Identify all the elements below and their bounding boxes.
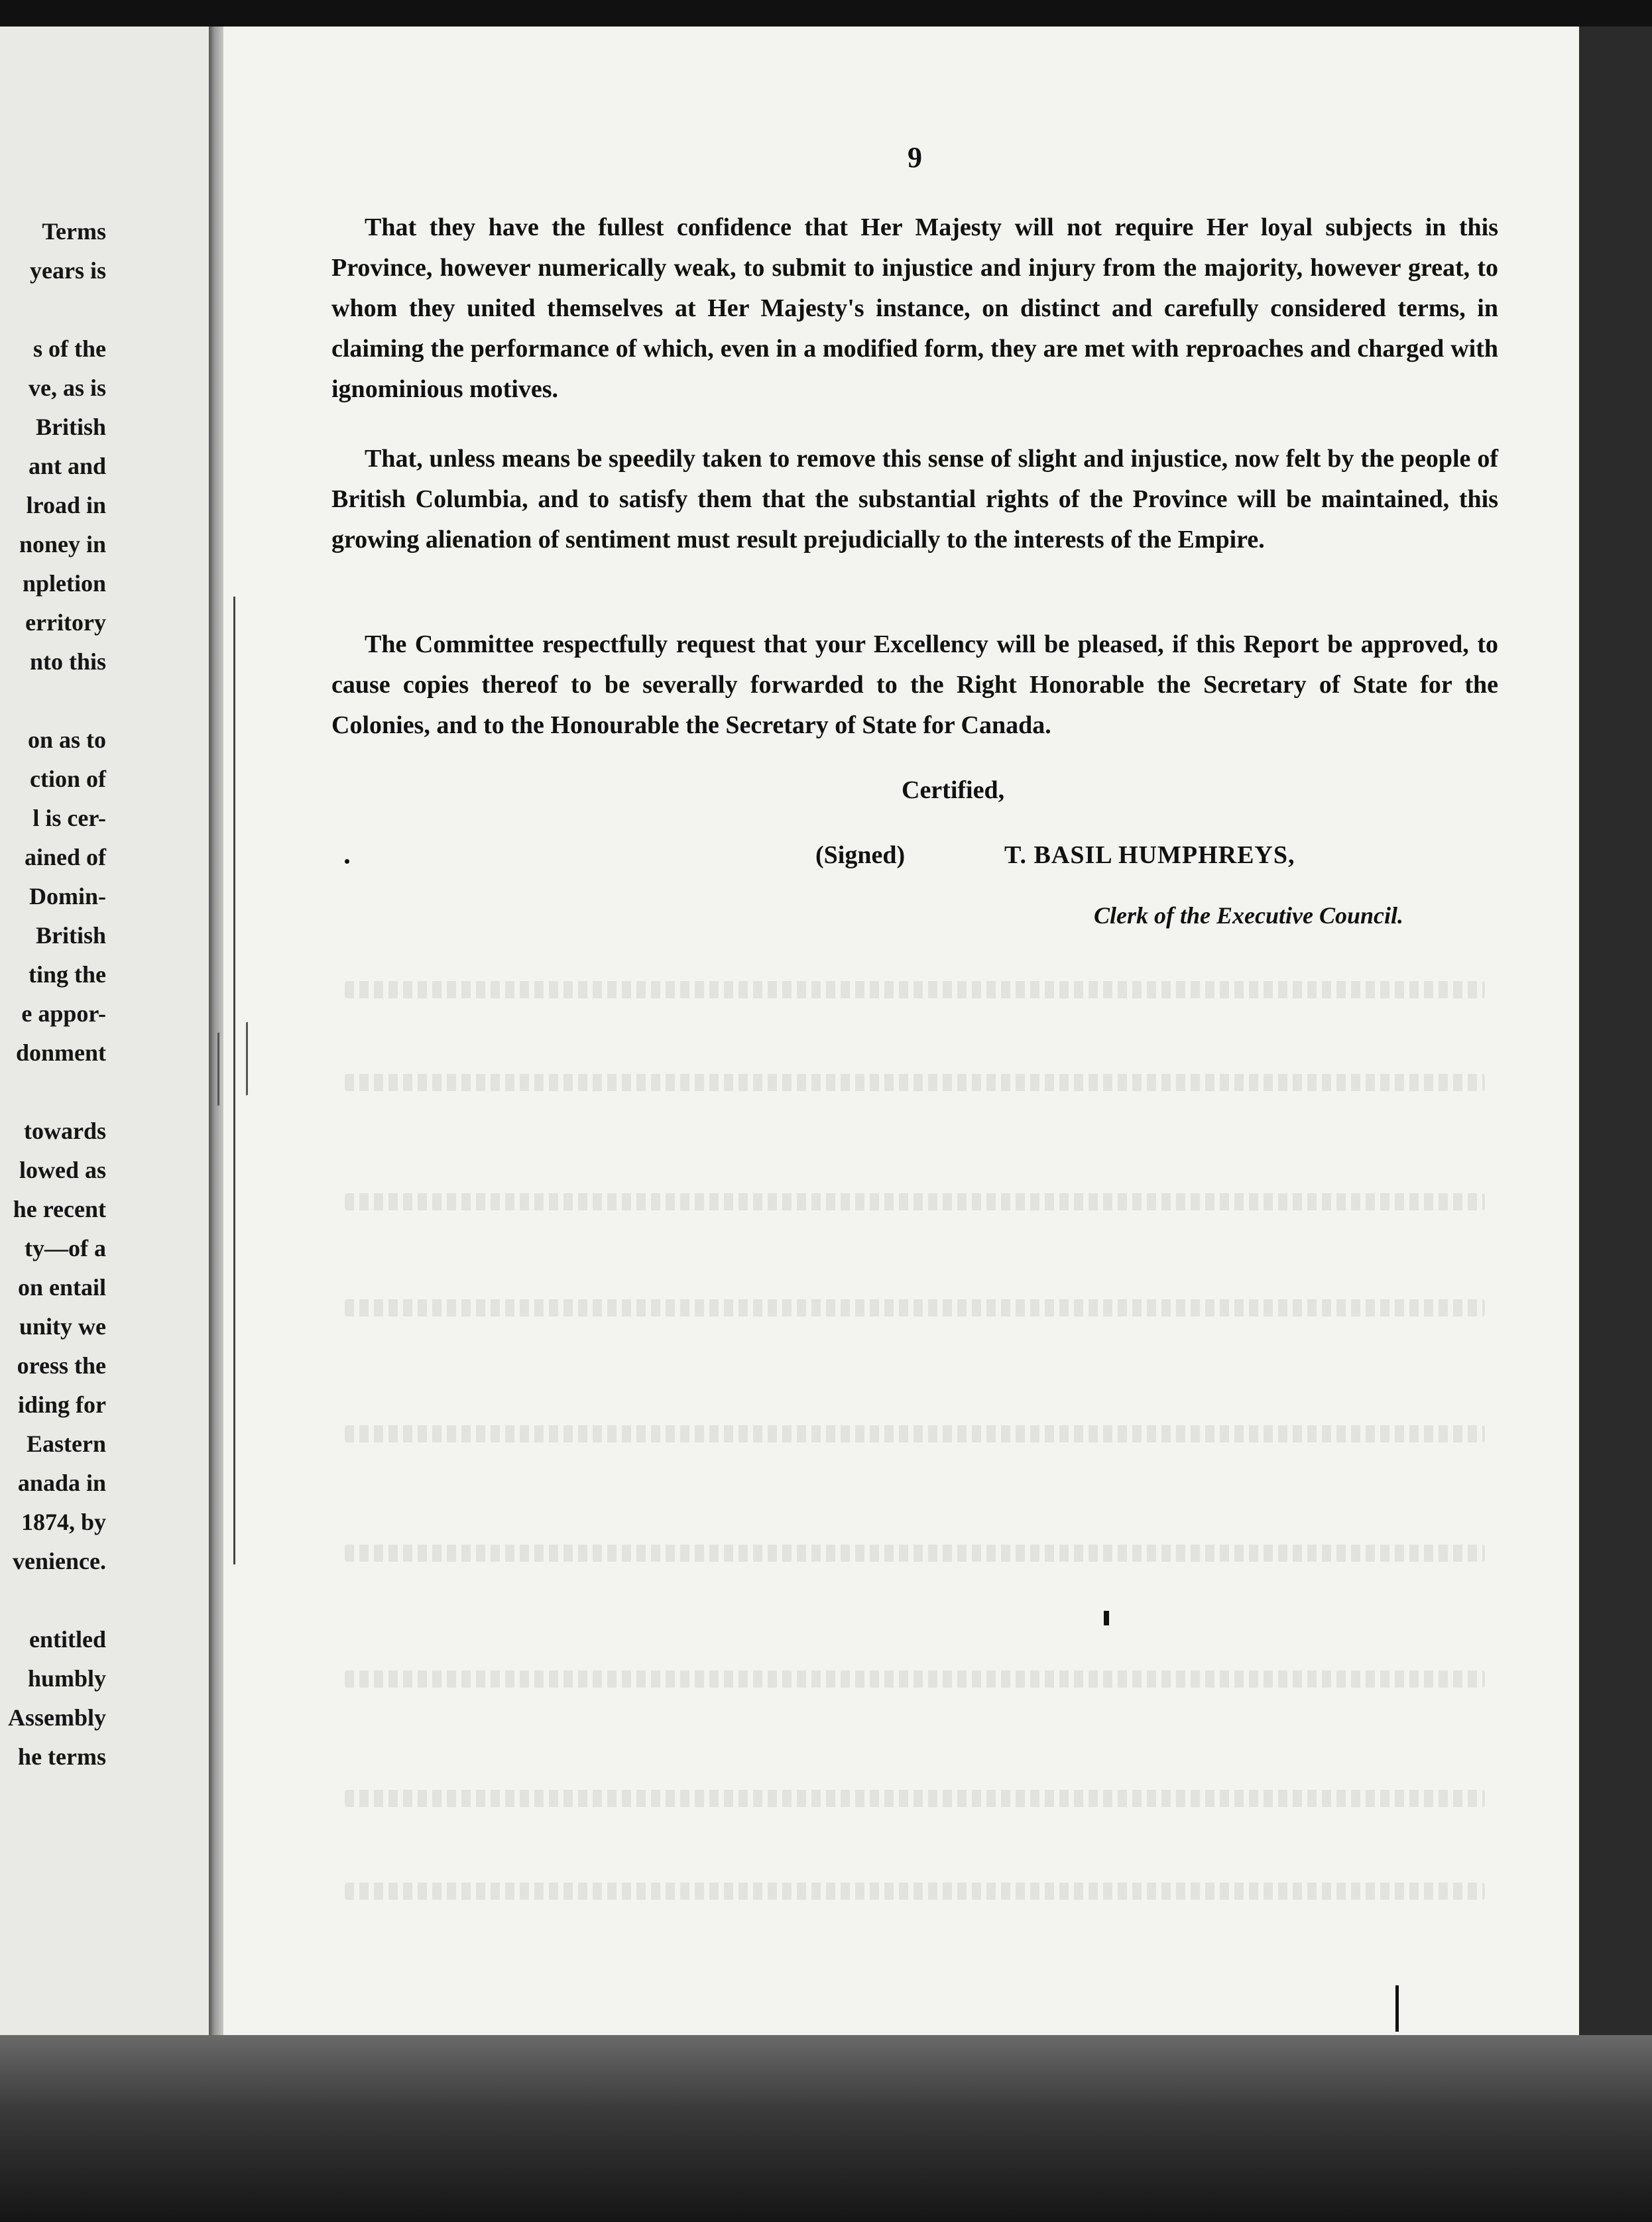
bleed-through-row — [345, 981, 1485, 998]
page-number: 9 — [908, 141, 922, 174]
paragraph-slight-injustice: That, unless means be speedily taken to remove this sense of slight and injustice, now felt by the people of British Columbia, and to satisfy them that the substantial rights of the Province will be maintained, this growing alienation of sentiment must result prejudicially to the interests of the Empire. — [331, 445, 1498, 554]
paragraph-loyal-subjects: That they have the fullest confidence that Her Majesty will not require Her loyal subjects in this Province, however numerically weak, to submit to injustice and injury from the majority, however great, to whom they united themselves at Her Majesty's instance, on distinct and carefully considered terms, in claiming the performance of which, even in a modified form, they are met with reproaches and charged with ignominious motives. — [331, 213, 1498, 403]
ink-speck — [1104, 1611, 1109, 1625]
scan-bottom-border — [0, 2035, 1652, 2222]
bleed-through-row — [345, 1299, 1485, 1316]
left-page-fragment: 1874, by — [21, 1509, 106, 1535]
signed-label: (Signed) — [815, 841, 906, 869]
bleed-through-row — [345, 1670, 1485, 1688]
left-page-fragment: on as to — [27, 727, 106, 753]
left-page-fragment: e appor- — [21, 1000, 106, 1027]
binding-knot — [217, 1022, 248, 1106]
bleed-through-row — [345, 1193, 1485, 1210]
left-page-fragment: ant and — [28, 453, 106, 479]
left-page-fragment: erritory — [25, 609, 106, 636]
left-page-fragment: years is — [30, 257, 106, 284]
bleed-through-row — [345, 1074, 1485, 1091]
left-page-fragment: anada in — [17, 1470, 106, 1496]
left-page-fragment — [0, 290, 106, 329]
left-page-fragment: l is cer- — [32, 805, 106, 831]
left-page-fragment: oress the — [17, 1352, 106, 1379]
paragraph-committee-request: The Committee respectfully request that your Excellency will be pleased, if this Report be approved, to cause copies thereof to be severally forwarded to the Right Honorable the Secretary of State for the Colonies, and to the Honourable the Secretary of State for Canada. — [331, 630, 1498, 739]
bleed-through-row — [345, 1545, 1485, 1562]
bleed-through-row — [345, 1883, 1485, 1900]
ink-dot — [345, 859, 349, 864]
left-page-fragment: entitled — [29, 1626, 106, 1653]
left-page-fragment: ting the — [29, 961, 106, 988]
scan-top-border — [0, 0, 1652, 27]
left-page-text-fragments — [0, 212, 106, 1777]
left-page-fragment: ve, as is — [29, 375, 106, 401]
left-page-fragment — [0, 1073, 106, 1112]
left-page-fragment: donment — [15, 1039, 106, 1066]
bleed-through-row — [345, 1790, 1485, 1807]
left-page-fragment: Domin- — [29, 883, 106, 909]
ink-stroke — [1395, 1985, 1399, 2032]
left-page-fragment: he recent — [13, 1196, 106, 1222]
left-page-fragment: ained of — [24, 844, 106, 870]
left-page-fragment — [0, 681, 106, 721]
signatory-title: Clerk of the Executive Council. — [1094, 902, 1403, 929]
left-page-fragment: venience. — [13, 1548, 106, 1574]
left-page-fragment: he terms — [18, 1743, 106, 1770]
left-page-fragment: s of the — [33, 335, 106, 362]
left-page-fragment: lowed as — [19, 1157, 106, 1183]
left-page-fragment: iding for — [17, 1391, 106, 1418]
left-page-fragment: Eastern — [27, 1431, 106, 1457]
left-page-fragment: Assembly — [7, 1704, 106, 1731]
left-page-fragment: humbly — [27, 1665, 106, 1692]
certified-label: Certified, — [902, 776, 1005, 804]
left-page-fragment: unity we — [19, 1313, 106, 1340]
left-page-fragment: npletion — [22, 570, 106, 597]
left-page-fragment — [0, 1581, 106, 1620]
left-page-fragment: ty—of a — [25, 1235, 106, 1261]
signatory-name: T. BASIL HUMPHREYS, — [1004, 841, 1295, 869]
left-page-fragment: British — [35, 414, 106, 440]
left-page-fragment: on entail — [17, 1274, 106, 1301]
left-page-fragment: lroad in — [26, 492, 106, 518]
scan-right-border — [1579, 27, 1652, 2222]
left-page-fragment: British — [35, 922, 106, 949]
left-page-fragment: ction of — [30, 766, 106, 792]
bleed-through-row — [345, 1425, 1485, 1442]
left-page-fragment: Terms — [42, 218, 106, 245]
left-page-fragment: nto this — [29, 648, 106, 675]
left-page-fragment: towards — [24, 1118, 106, 1144]
left-page-fragment: noney in — [19, 531, 106, 557]
